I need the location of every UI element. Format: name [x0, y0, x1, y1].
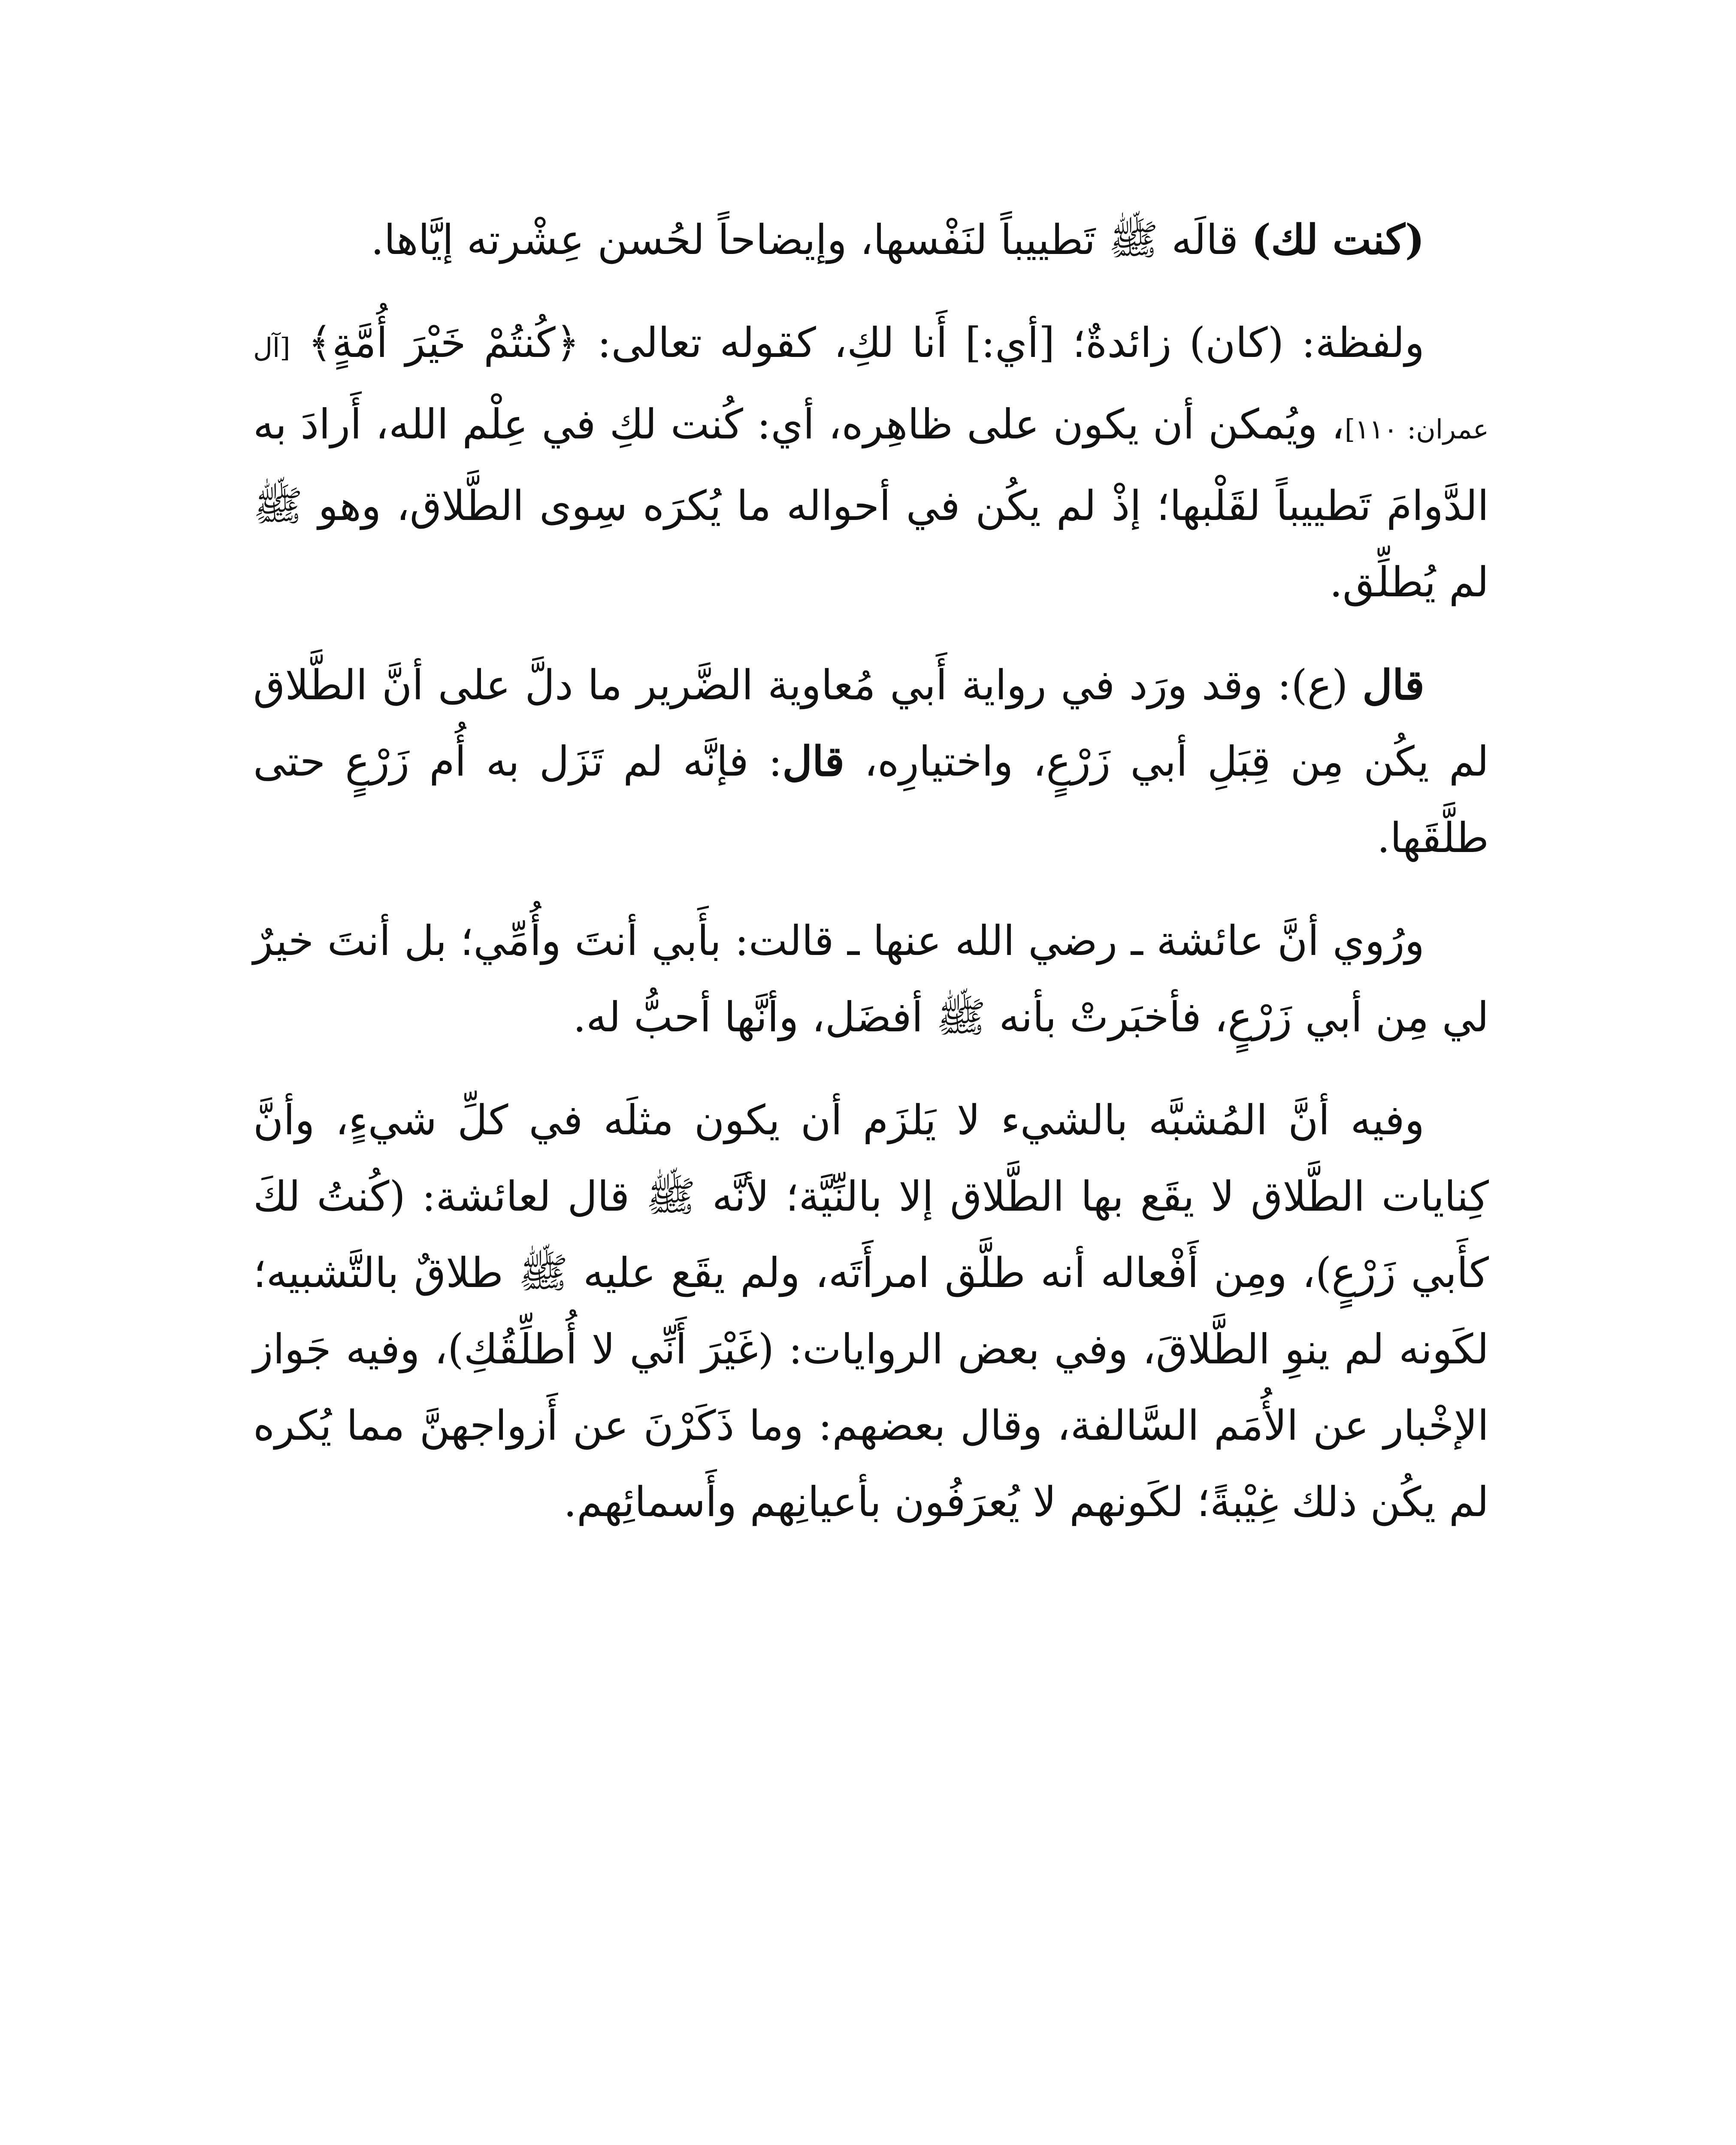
paragraph-2-text-a: ولفظة: (كان) زائدةٌ؛ [أي:] أَنا لكِ، كقوله تعالى: ﴿كُنتُمْ خَيْرَ أُمَّةٍ﴾: [290, 319, 1424, 367]
quoted-phrase: (كنت لك): [1251, 215, 1424, 264]
paragraph-3-text-a: (ع): وقد ورَد في رواية أَبي مُعاوية الضَّرير ما دلَّ على أنَّ الطَّلاق لم يكُن مِن قِبَلِ أبي زَرْعٍ، واختيارِه،: [253, 661, 1489, 785]
quran-reference: [آل عمران: ١١٠]: [253, 332, 1489, 445]
paragraph-5: [253, 1082, 1489, 1540]
paragraph-4: [253, 903, 1489, 1055]
qala-label: قال: [1362, 661, 1425, 709]
paragraph-3: [253, 647, 1489, 876]
paragraph-1-text: قالَه ﷺ تَطييباً لنَفْسها، وإيضاحاً لحُسن عِشْرته إيَّاها.: [371, 216, 1252, 264]
paragraph-2-text-b: ، ويُمكن أن يكون على ظاهِره، أي: كُنت لكِ في عِلْم الله، أَرادَ به الدَّوامَ تَطييباً لقَلْبها؛ إذْ لم يكُن في أحواله ما يُكرَه سِوى الطَّلاق، وهو ﷺ لم يُطلِّق.: [253, 400, 1489, 606]
paragraph-3-text-b: : فإنَّه لم تَزَل به أُم زَرْعٍ حتى طلَّقَها.: [253, 737, 1489, 862]
page-body: [253, 202, 1489, 1567]
qala-label-2: قال: [782, 737, 845, 785]
paragraph-4-text: ورُوي أنَّ عائشة ـ رضي الله عنها ـ قالت: بأَبي أنتَ وأُمِّي؛ بل أنتَ خيرٌ لي مِن أبي زَرْعٍ، فأخبَرتْ بأنه ﷺ أفضَل، وأنَّها أحبُّ له.: [253, 917, 1489, 1041]
paragraph-5-text: وفيه أنَّ المُشبَّه بالشيء لا يَلزَم أن يكون مثلَه في كلِّ شيءٍ، وأنَّ كِنايات الطَّلاق لا يقَع بها الطَّلاق إلا بالنِّيَّة؛ لأنَّه ﷺ قال لعائشة: (كُنتُ لكَ كأَبي زَرْعٍ)، ومِن أَفْعاله أنه طلَّق امرأَتَه، ولم يقَع عليه ﷺ طلاقٌ بالتَّشبيه؛ لكَونه لم ينوِ الطَّلاقَ، وفي بعض الروايات: (غَيْرَ أَنِّي لا أُطلِّقُكِ)، وفيه جَواز الإخْبار عن الأُمَم السَّالفة، وقال بعضهم: وما ذَكَرْنَ عن أَزواجهنَّ مما يُكره لم يكُن ذلك غِيْبةً؛ لكَونهم لا يُعرَفُون بأعيانِهم وأَسمائِهم.: [253, 1096, 1489, 1526]
paragraph-2: [253, 305, 1489, 620]
paragraph-1: [253, 202, 1489, 278]
